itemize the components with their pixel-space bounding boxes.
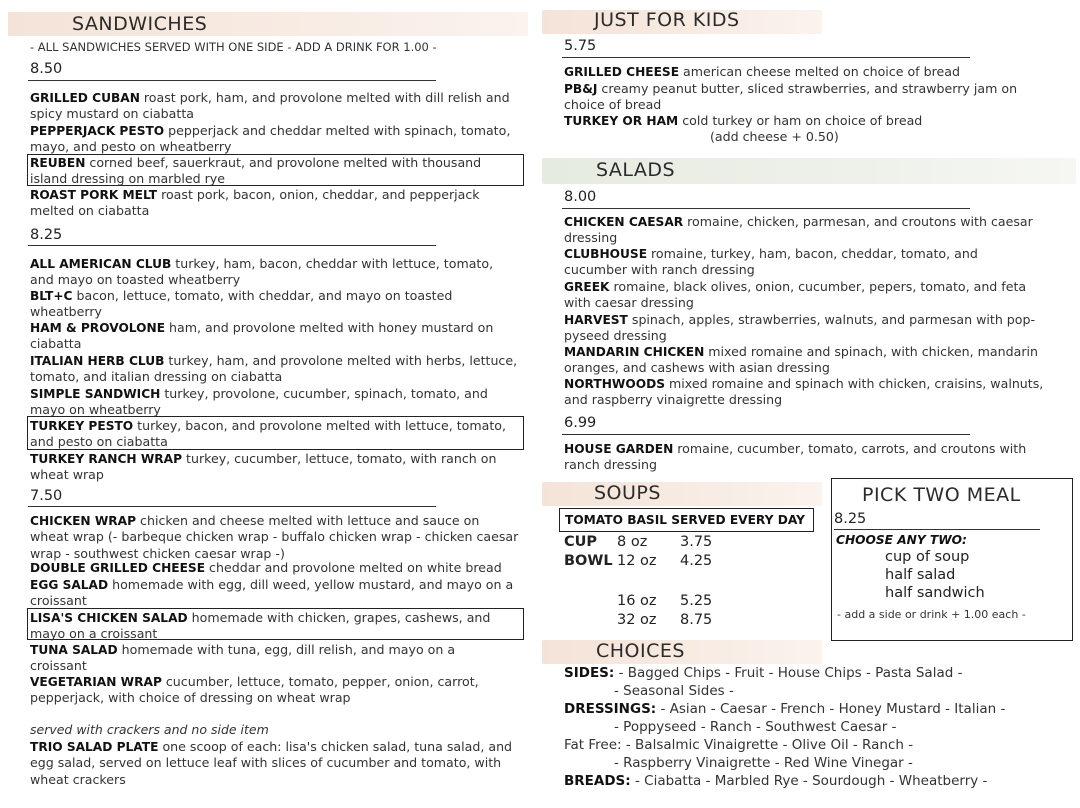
soup-label-bowl: BOWL <box>564 553 613 569</box>
menu-item: SIMPLE SANDWICH turkey, provolone, cucumber, spinach, tomato, and mayo on wheatberry <box>30 386 488 418</box>
menu-item: PB&J creamy peanut butter, sliced strawberries, and strawberry jam on choice of bread <box>564 81 1018 113</box>
menu-item: DOUBLE GRILLED CHEESE cheddar and provolone melted on white bread <box>30 560 502 575</box>
sandwiches-subtitle: - ALL SANDWICHES SERVED WITH ONE SIDE - ADD A DRINK FOR 1.00 - <box>30 40 437 54</box>
soup-special: TOMATO BASIL SERVED EVERY DAY <box>565 513 805 527</box>
soup-label-cup: CUP <box>564 534 598 550</box>
menu-item: HOUSE GARDEN romaine, cucumber, tomato, carrots, and croutons with ranch dressing <box>564 441 1027 473</box>
divider <box>834 529 1040 530</box>
menu-item: NORTHWOODS mixed romaine and spinach with chicken, craisins, walnuts, and raspberry vinaigrette dressing <box>564 376 1044 408</box>
menu-item: HAM & PROVOLONE ham, and provolone melted with honey mustard on ciabatta <box>30 320 494 352</box>
divider <box>28 80 436 81</box>
menu-item: VEGETARIAN WRAP cucumber, lettuce, tomato, pepper, onion, carrot, pepperjack, with choice of dressing on wheat wrap <box>30 674 479 706</box>
menu-item: GRILLED CUBAN roast pork, ham, and provolone melted with dill relish and spicy mustard on ciabatta <box>30 90 510 122</box>
pick-two-price: 8.25 <box>834 511 867 527</box>
menu-item: ROAST PORK MELT roast pork, bacon, onion, cheddar, and pepperjack melted on ciabatta <box>30 187 480 219</box>
menu-item: LISA'S CHICKEN SALAD homemade with chicken, grapes, cashews, and mayo on a croissant <box>30 610 491 642</box>
soup-price: 8.75 <box>680 612 713 628</box>
soups-title: SOUPS <box>594 482 661 504</box>
choices-sides-2: - Seasonal Sides - <box>614 683 734 699</box>
salads-price-800: 8.00 <box>564 189 597 205</box>
menu-item: TURKEY RANCH WRAP turkey, cucumber, lettuce, tomato, with ranch on wheat wrap <box>30 451 497 483</box>
pick-two-heading: CHOOSE ANY TWO: <box>836 533 967 547</box>
menu-item: EGG SALAD homemade with egg, dill weed, yellow mustard, and mayo on a croissant <box>30 577 514 609</box>
menu-item: ALL AMERICAN CLUB turkey, ham, bacon, cheddar with lettuce, tomato, and mayo on toasted wheatberry <box>30 256 494 288</box>
soup-price: 4.25 <box>680 553 713 569</box>
price-750: 7.50 <box>30 488 63 504</box>
salads-price-699: 6.99 <box>564 415 597 431</box>
pick-two-option: cup of soup <box>885 549 970 565</box>
divider <box>28 245 436 246</box>
divider <box>562 434 970 435</box>
pick-two-note: - add a side or drink + 1.00 each - <box>837 608 1026 621</box>
soup-size: 32 oz <box>617 612 657 628</box>
menu-item: CHICKEN CAESAR romaine, chicken, parmesan, and croutons with caesar dressing <box>564 214 1033 246</box>
choices-fatfree-2: - Raspberry Vinaigrette - Red Wine Vinegar - <box>614 755 913 771</box>
menu-item: GREEK romaine, black olives, onion, cucumber, pepers, tomato, and feta with caesar dressing <box>564 279 1027 311</box>
pick-two-option: half salad <box>885 567 956 583</box>
choices-sides: SIDES: - Bagged Chips - Fruit - House Chips - Pasta Salad - <box>564 665 963 681</box>
price-825: 8.25 <box>30 227 63 243</box>
divider <box>562 208 970 209</box>
salads-title: SALADS <box>596 159 676 181</box>
divider <box>28 506 436 507</box>
menu-item: TRIO SALAD PLATE one scoop of each: lisa's chicken salad, tuna salad, and egg salad, served on lettuce leaf with slices of cucumber and tomato, with wheat crackers <box>30 739 513 787</box>
choices-breads: BREADS: - Ciabatta - Marbled Rye - Sourdough - Wheatberry - <box>564 773 988 789</box>
menu-item: TURKEY PESTO turkey, bacon, and provolone melted with lettuce, tomato, and pesto on ciabatta <box>30 418 507 450</box>
menu-item: CHICKEN WRAP chicken and cheese melted with lettuce and sauce on wheat wrap (- barbeque chicken wrap - buffalo chicken wrap - chicken caesar wrap - southwest chicken caesar wrap -) <box>30 513 519 561</box>
pick-two-option: half sandwich <box>885 585 985 601</box>
divider <box>562 57 970 58</box>
choices-title: CHOICES <box>596 640 685 662</box>
menu-item: TUNA SALAD homemade with tuna, egg, dill relish, and mayo on a croissant <box>30 642 456 674</box>
menu-item: TURKEY OR HAM cold turkey or ham on choice of bread <box>564 113 923 128</box>
price-850: 8.50 <box>30 61 63 77</box>
menu-item: MANDARIN CHICKEN mixed romaine and spinach, with chicken, mandarin oranges, and cashews with asian dressing <box>564 344 1038 376</box>
menu-item: PEPPERJACK PESTO pepperjack and cheddar melted with spinach, tomato, mayo, and pesto on wheatberry <box>30 123 511 155</box>
soup-size: 8 oz <box>617 534 648 550</box>
kids-price: 5.75 <box>564 38 597 54</box>
choices-dressings: DRESSINGS: - Asian - Caesar - French - Honey Mustard - Italian - <box>564 701 1006 717</box>
menu-item: GRILLED CHEESE american cheese melted on choice of bread <box>564 64 960 79</box>
trio-note: served with crackers and no side item <box>30 722 269 737</box>
menu-item: CLUBHOUSE romaine, turkey, ham, bacon, cheddar, tomato, and cucumber with ranch dressing <box>564 246 978 278</box>
soups-header-band <box>542 482 822 506</box>
pick-two-title: PICK TWO MEAL <box>862 484 1021 506</box>
kids-title: JUST FOR KIDS <box>594 9 740 31</box>
choices-dressings-2: - Poppyseed - Ranch - Southwest Caesar - <box>614 719 897 735</box>
soup-size: 12 oz <box>617 553 657 569</box>
menu-item: HARVEST spinach, apples, strawberries, walnuts, and parmesan with pop-pyseed dressing <box>564 312 1036 344</box>
soup-size: 16 oz <box>617 593 657 609</box>
menu-item: BLT+C bacon, lettuce, tomato, with cheddar, and mayo on toasted wheatberry <box>30 288 453 320</box>
soup-price: 5.25 <box>680 593 713 609</box>
soup-price: 3.75 <box>680 534 713 550</box>
choices-fatfree: Fat Free: - Balsalmic Vinaigrette - Olive Oil - Ranch - <box>564 737 914 753</box>
cheese-note: (add cheese + 0.50) <box>710 129 839 144</box>
menu-item: ITALIAN HERB CLUB turkey, ham, and provolone melted with herbs, lettuce, tomato, and italian dressing on ciabatta <box>30 353 518 385</box>
menu-item: REUBEN corned beef, sauerkraut, and provolone melted with thousand island dressing on marbled rye <box>30 155 482 187</box>
sandwiches-title: SANDWICHES <box>72 13 208 35</box>
